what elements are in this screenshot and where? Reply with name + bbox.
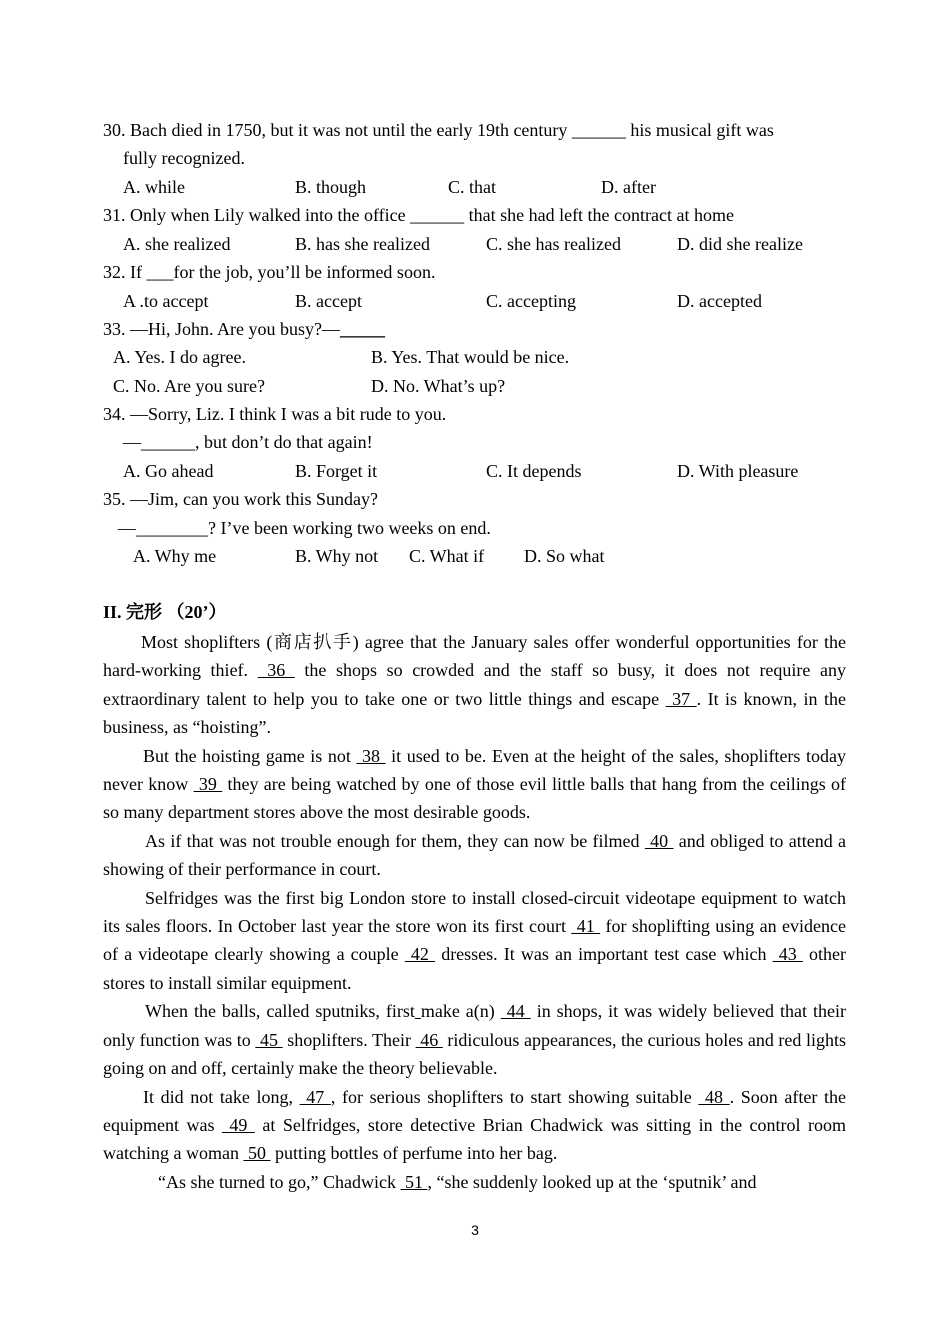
text: It did not take long,: [143, 1086, 300, 1107]
blank-45: 45: [255, 1029, 283, 1050]
blank-48: 48: [698, 1086, 730, 1107]
blank-44: 44: [500, 1001, 531, 1022]
blank-47: 47: [299, 1086, 331, 1107]
text: Most shoplifters (商店扒手) agree that the January sales offer wonderful opportunities for the hard-working thief.: [103, 632, 846, 681]
q34-option-c: C. It depends: [486, 461, 582, 481]
text: the shops so crowded and the staff so busy, it does not require any extraordinary talent to help you to take one or two little things and escape: [103, 660, 846, 709]
text: ridiculous appearances, the curious holes and red lights going on and off, certainly make the theory believable.: [103, 1029, 847, 1079]
q34-option-a: A. Go ahead: [123, 461, 214, 481]
q30-stem: 30. Bach died in 1750, but it was not until the early 19th century ______ his musical gift was: [103, 120, 774, 140]
paragraph-6: [103, 1083, 846, 1168]
q30-option-a: A. while: [123, 177, 185, 197]
text: Selfridges was the first big London store to install closed-circuit videotape equipment to watch its sales floors. In October last year the store won its first court: [103, 887, 846, 937]
blank-43: 43: [772, 944, 803, 965]
blank-39: 39: [193, 774, 223, 795]
q34-stem-cont: —______, but don’t do that again!: [123, 432, 373, 452]
q35-option-c: C. What if: [409, 546, 485, 566]
text: other stores to install similar equipment.: [103, 944, 847, 993]
blank-38: 38: [356, 745, 386, 766]
blank-50: 50: [243, 1143, 271, 1164]
text: , for serious shoplifters to start showing suitable: [330, 1086, 699, 1107]
q33-option-a: A. Yes. I do agree.: [113, 347, 246, 367]
blank-41: 41: [571, 916, 601, 937]
q35-stem: 35. —Jim, can you work this Sunday?: [103, 489, 378, 509]
paragraph-3: [103, 827, 846, 884]
q30-option-b: B. though: [295, 177, 367, 197]
q33-option-b: B. Yes. That would be nice.: [371, 347, 570, 367]
q31-option-a: A. she realized: [123, 234, 231, 254]
text: As if that was not trouble enough for them, they can now be filmed: [145, 830, 645, 851]
text: But the hoisting game is not: [143, 745, 357, 766]
text: they are being watched by one of those evil little balls that hang from the ceilings of so many department stores above the most desirable goods.: [103, 774, 846, 823]
q35-option-d: D. So what: [524, 546, 605, 566]
blank-36: 36: [257, 660, 295, 681]
blank-40: 40: [644, 830, 674, 851]
q31-stem: 31. Only when Lily walked into the office ______ that she had left the contract at home: [103, 205, 734, 225]
q32-option-b: B. accept: [295, 291, 362, 311]
q33-answer-blank: _____: [340, 319, 385, 339]
q34-stem: 34. —Sorry, Liz. I think I was a bit rude to you.: [103, 404, 447, 424]
q32-option-a: A .to accept: [123, 291, 209, 311]
blank-46: 46: [415, 1029, 443, 1050]
paragraph-1: [103, 628, 846, 742]
text: putting bottles of perfume into her bag.: [270, 1143, 558, 1164]
q31-option-c: C. she has realized: [486, 234, 621, 254]
text: shoplifters. Their: [282, 1029, 416, 1050]
q35-option-b: B. Why not: [295, 546, 379, 566]
q31-option-d: D. did she realize: [677, 234, 803, 254]
blank-42: 42: [404, 944, 436, 965]
text: When the balls, called sputniks, first: [145, 1001, 415, 1022]
paragraph-4: [103, 884, 846, 998]
q33-stem-text: 33. —Hi, John. Are you busy?—: [103, 319, 340, 339]
q34-option-d: D. With pleasure: [677, 461, 799, 481]
blank-49: 49: [221, 1114, 255, 1135]
page-number: 3: [471, 1222, 479, 1238]
q33-option-c: C. No. Are you sure?: [113, 376, 265, 396]
paragraph-7: [103, 1168, 846, 1196]
section-heading: II. 完形 （20’）: [103, 602, 227, 622]
text: “As she turned to go,” Chadwick: [158, 1171, 401, 1192]
q30-stem-cont: fully recognized.: [123, 148, 245, 168]
q32-option-c: C. accepting: [486, 291, 576, 311]
text: at Selfridges, store detective Brian Chadwick was sitting in the control room watching a woman: [103, 1114, 847, 1164]
text: . Soon after the equipment was: [103, 1086, 847, 1135]
q33-option-d: D. No. What’s up?: [371, 376, 506, 396]
paragraph-5: [103, 997, 846, 1082]
q33-stem: [103, 318, 385, 340]
text: for shoplifting using an evidence of a videotape clearly showing a couple: [103, 916, 846, 965]
text: . It is known, in the business, as “hoisting”.: [103, 688, 847, 738]
text: and obliged to attend a showing of their performance in court.: [103, 830, 847, 880]
paragraph-2: [103, 742, 846, 827]
text: dresses. It was an important test case which: [435, 944, 773, 965]
q35-option-a: A. Why me: [133, 546, 217, 566]
q30-option-c: C. that: [448, 177, 496, 197]
blank-51: 51: [400, 1171, 428, 1192]
q34-option-b: B. Forget it: [295, 461, 378, 481]
text: make a(n): [420, 1001, 501, 1022]
text: , “she suddenly looked up at the ‘sputnik’ and: [427, 1171, 757, 1192]
q32-stem: 32. If ___for the job, you’ll be informed soon.: [103, 262, 436, 282]
q32-option-d: D. accepted: [677, 291, 762, 311]
cloze-passage: [103, 628, 846, 1196]
q35-stem-cont: —________? I’ve been working two weeks on end.: [118, 518, 491, 538]
q30-option-d: D. after: [601, 177, 656, 197]
text: in shops, it was widely believed that their only function was to: [103, 1001, 846, 1050]
text: it used to be. Even at the height of the sales, shoplifters today never know: [103, 745, 846, 795]
q31-option-b: B. has she realized: [295, 234, 430, 254]
blank-37: 37: [665, 688, 697, 709]
